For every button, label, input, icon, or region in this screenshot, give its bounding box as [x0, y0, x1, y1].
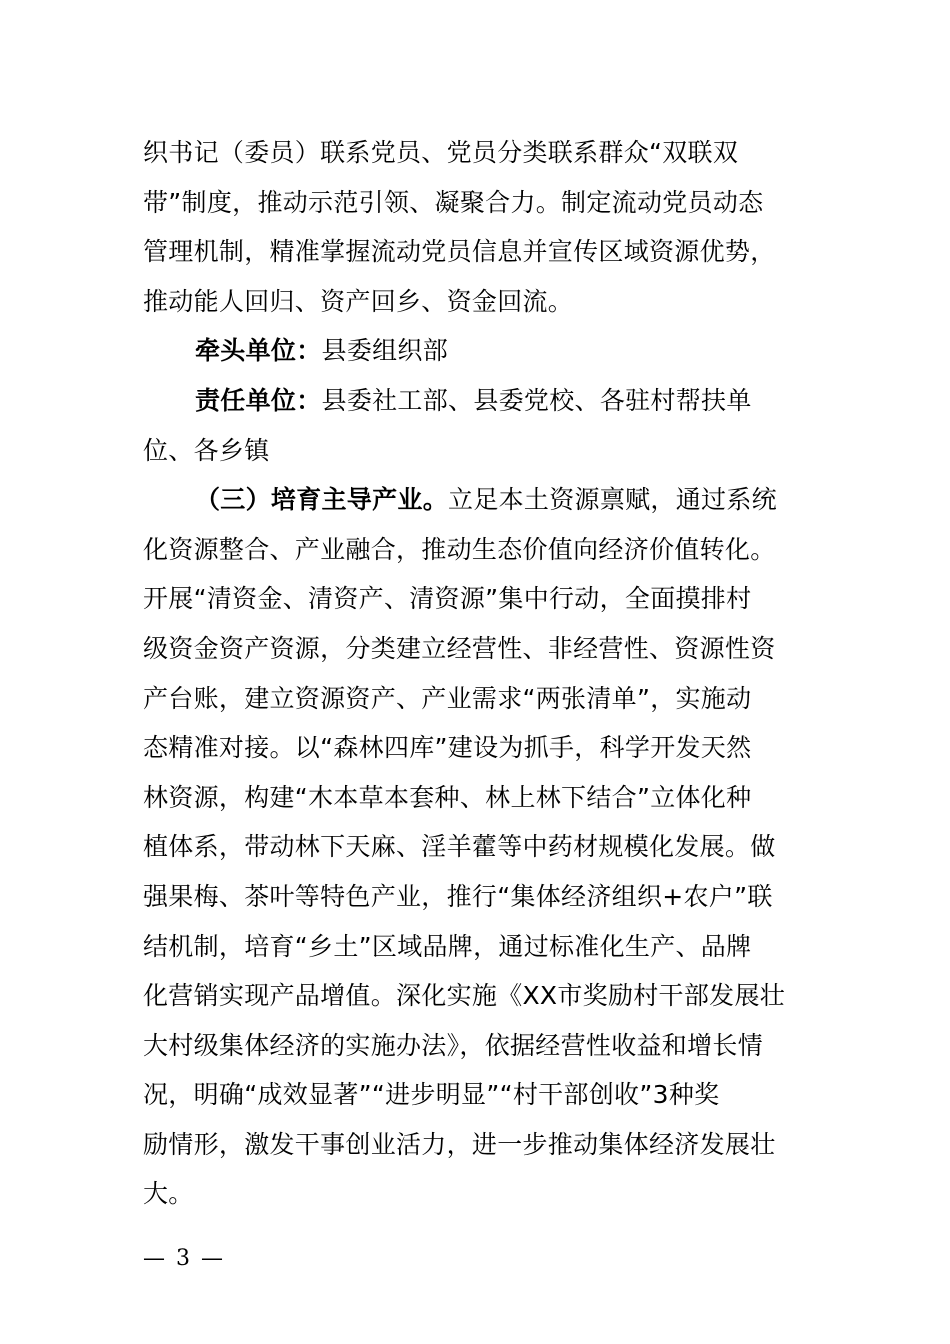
- lead-unit-value: 县委组织部: [321, 336, 449, 366]
- paragraph-line: 级资金资产资源，分类建立经营性、非经营性、资源性资: [143, 633, 776, 663]
- paragraph-line: 林资源，构建“木本草本套种、林上林下结合”立体化种: [143, 782, 752, 812]
- paragraph-line: 推动能人回归、资产回乡、资金回流。: [143, 286, 574, 316]
- paragraph-line: 开展“清资金、清资产、清资源”集中行动，全面摸排村: [143, 584, 752, 614]
- section3-first-line: [143, 475, 807, 525]
- paragraph-line: 产台账，建立资源资产、产业需求“两张清单”，实施动: [143, 683, 752, 713]
- paragraph-line: 结机制，培育“乡土”区域品牌，通过标准化生产、品牌: [143, 931, 752, 961]
- paragraph-line: 织书记（委员）联系党员、党员分类联系群众“双联双: [143, 138, 739, 167]
- paragraph-line: 态精准对接。以“森林四库”建设为抓手，科学开发天然: [143, 733, 752, 763]
- paragraph-line: 大村级集体经济的实施办法》，依据经营性收益和增长情: [143, 1030, 764, 1060]
- paragraph-line: 化资源整合、产业融合，推动生态价值向经济价值转化。: [143, 534, 776, 564]
- resp-unit-value-cont: 位、各乡镇: [143, 435, 270, 465]
- resp-unit-value: 县委社工部、县委党校、各驻村帮扶单: [321, 385, 752, 415]
- paragraph-line: 管理机制，精准掌握流动党员信息并宣传区域资源优势，: [143, 237, 776, 267]
- paragraph-line: 带”制度，推动示范引领、凝聚合力。制定流动党员动态: [143, 187, 764, 217]
- resp-unit-line: [143, 376, 807, 426]
- paragraph-line: 况，明确“成效显著”“进步明显”“村干部创收”3种奖: [143, 1080, 720, 1110]
- page-number: — 3 —: [143, 1246, 225, 1271]
- section3-heading: （三）培育主导产业。: [195, 485, 449, 515]
- paragraph-line: 强果梅、茶叶等特色产业，推行“集体经济组织+农户”联: [143, 881, 773, 911]
- paragraph-line: 大。: [143, 1179, 194, 1209]
- lead-unit-line: [143, 326, 807, 376]
- resp-unit-label: 责任单位：: [195, 385, 322, 415]
- paragraph-line: 化营销实现产品增值。深化实施《XX市奖励村干部发展壮: [143, 981, 786, 1011]
- lead-unit-label: 牵头单位：: [195, 336, 322, 366]
- paragraph-line: 励情形，激发干事创业活力，进一步推动集体经济发展壮: [143, 1129, 776, 1159]
- section3-first-line-rest: 立足本土资源禀赋，通过系统: [448, 485, 777, 515]
- paragraph-line: 植体系，带动林下天麻、淫羊藿等中药材规模化发展。做: [143, 832, 776, 862]
- document-body: [143, 128, 807, 1219]
